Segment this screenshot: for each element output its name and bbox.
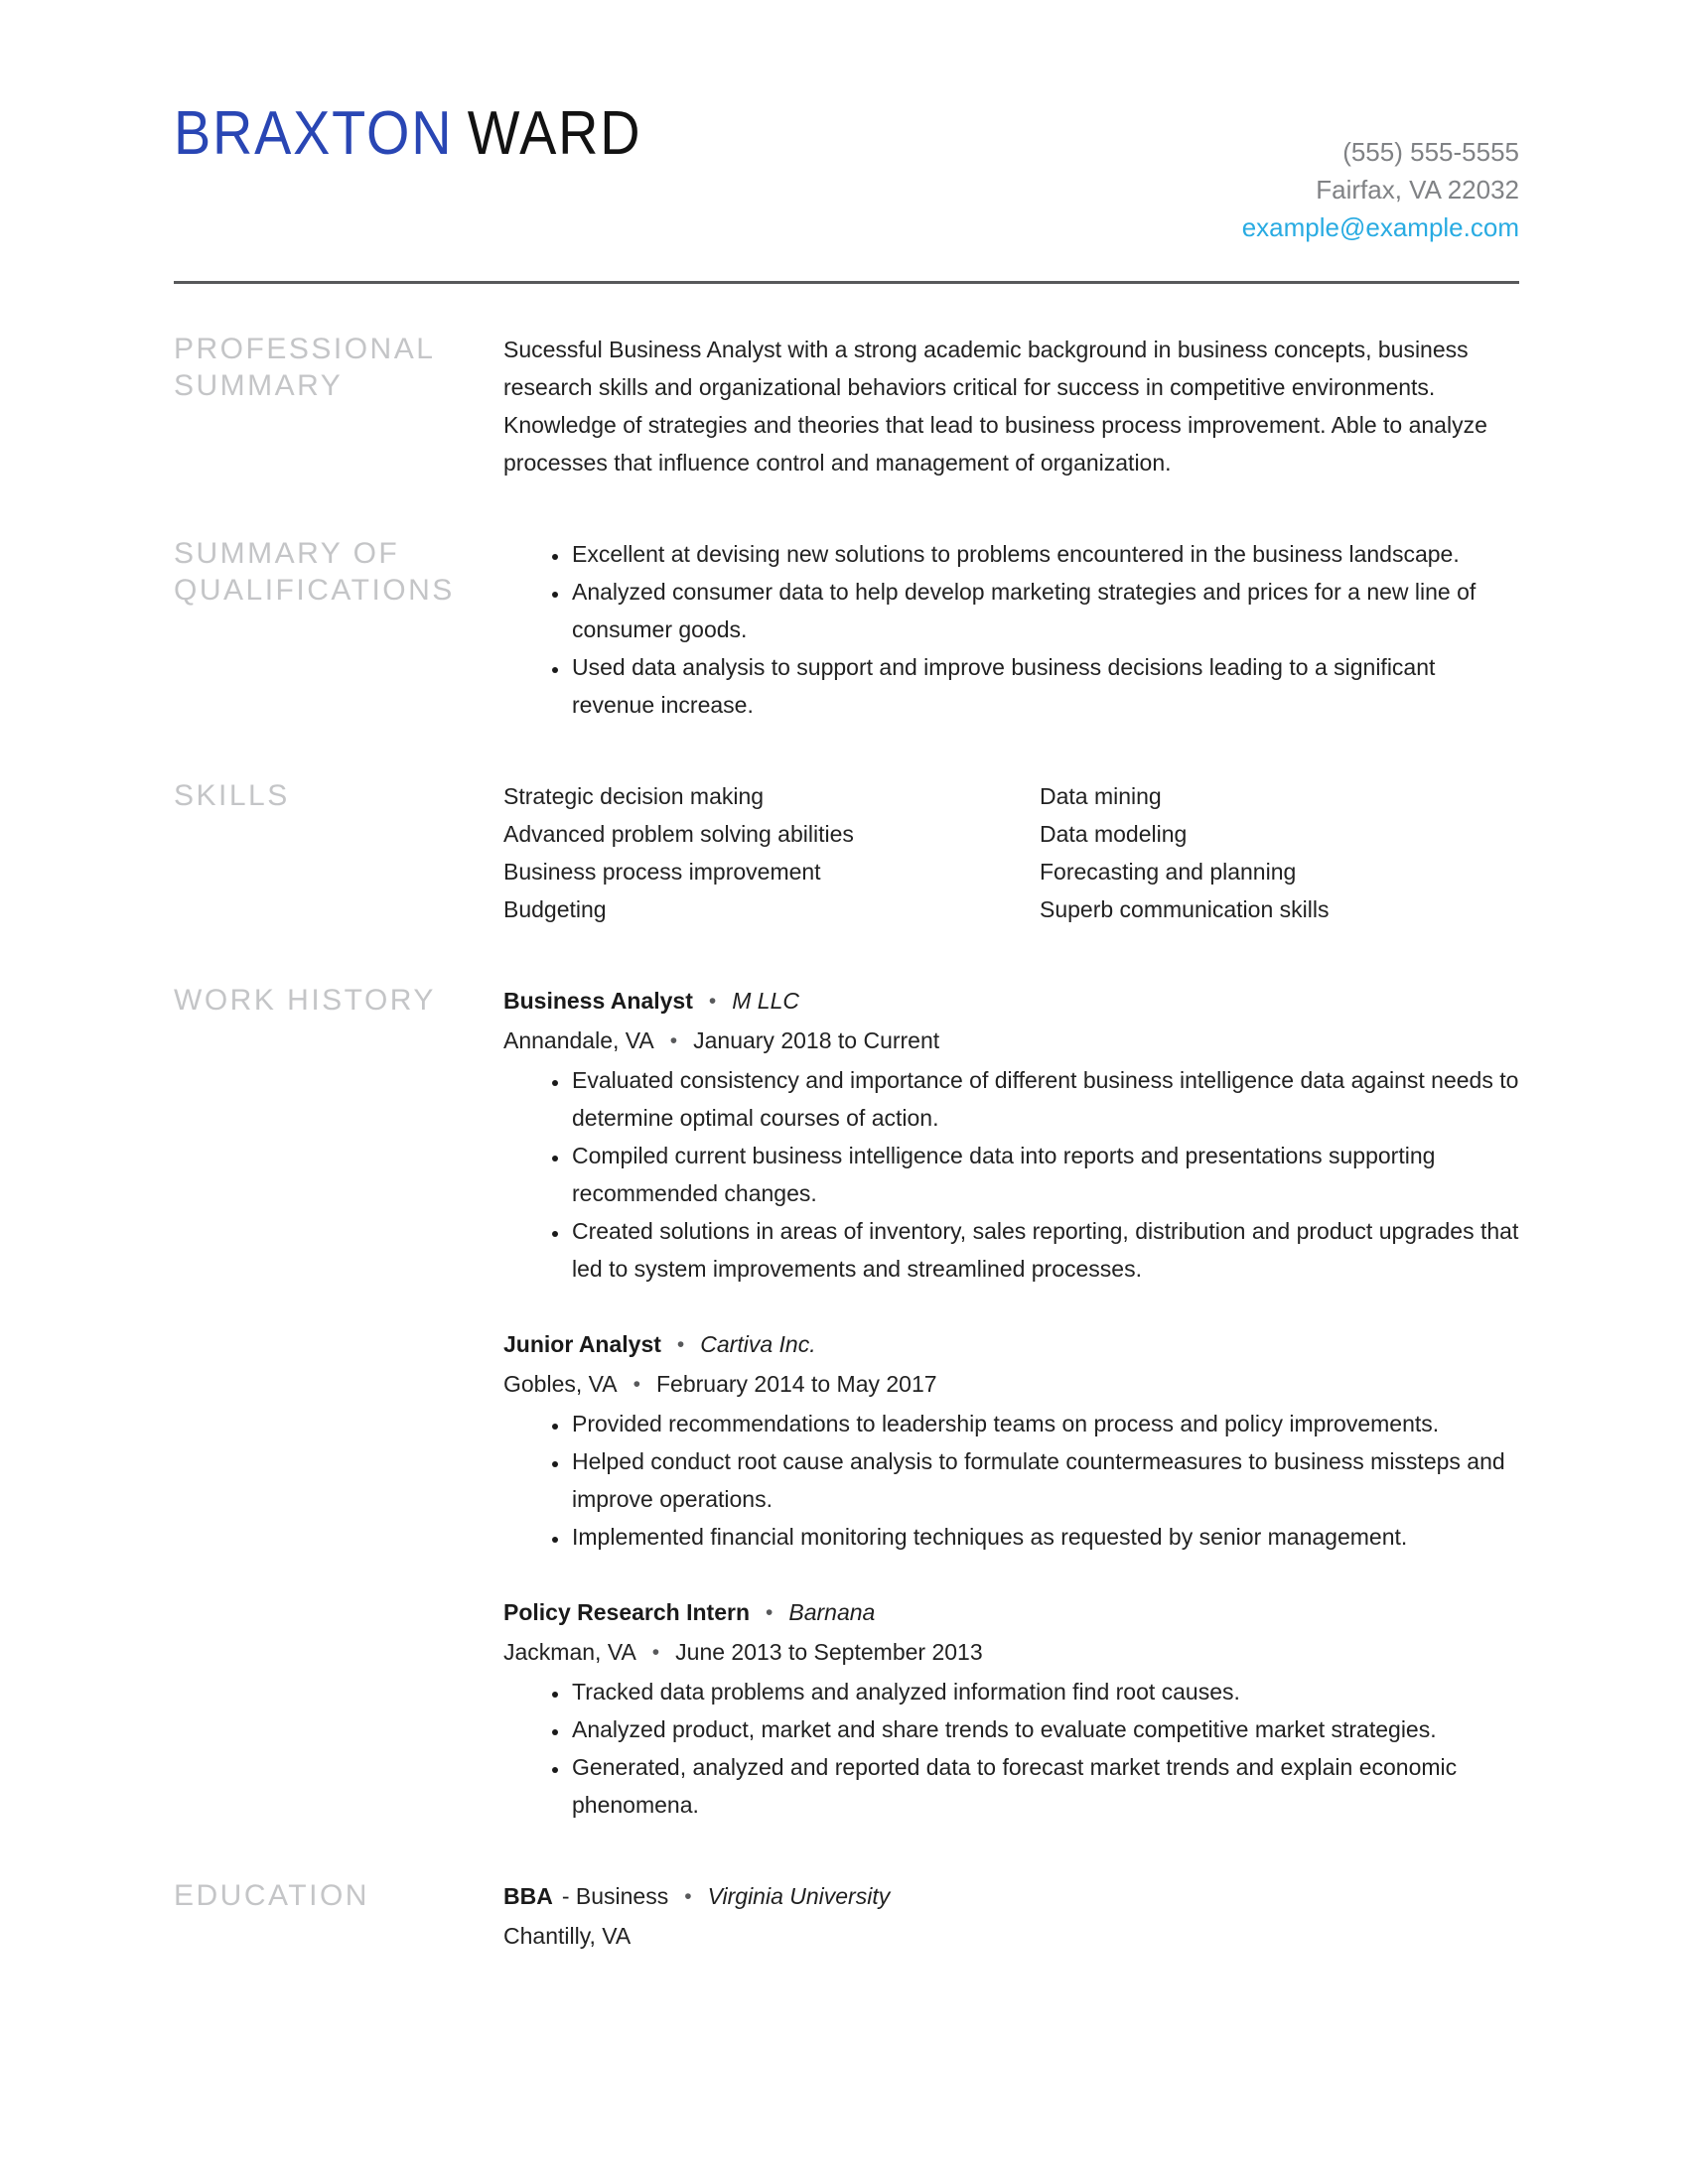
list-item: • Used data analysis to support and improve business decisions leading to a significant revenue increase. — [570, 648, 1519, 724]
skill-item: Superb communication skills — [1040, 896, 1330, 922]
list-item: • Provided recommendations to leadership teams on process and policy improvements. — [570, 1405, 1519, 1442]
skill-item: Business process improvement — [503, 859, 821, 885]
list-item: • Analyzed consumer data to help develop marketing strategies and prices for a new line of consumer goods. — [570, 573, 1519, 648]
header-divider — [174, 281, 1519, 284]
section-education — [174, 1877, 1519, 1955]
skill-item: Forecasting and planning — [1040, 859, 1297, 885]
dot-separator: • — [708, 990, 717, 1013]
skill-item: Data modeling — [1040, 821, 1188, 847]
professional-summary-text: Sucessful Business Analyst with a strong academic background in business concepts, business research skills and organizational behaviors critical for success in competitive environments. Knowledge of strategies and theories that lead to business process improvement. Able to analyze processes that influence control and management of organization. — [503, 337, 1487, 476]
dot-separator: • — [651, 1641, 660, 1664]
list-item: • Generated, analyzed and reported data to forecast market trends and explain economic phenomena. — [570, 1748, 1519, 1824]
section-qualifications — [174, 535, 1519, 724]
skill-item: Strategic decision making — [503, 783, 765, 809]
job-meta-line — [503, 1022, 1519, 1061]
header — [174, 99, 1519, 246]
job-dates: January 2018 to Current — [693, 1027, 940, 1053]
list-item: • Analyzed product, market and share trends to evaluate competitive market strategies. — [570, 1710, 1519, 1748]
contact-block — [1242, 133, 1519, 246]
list-item: • Tracked data problems and analyzed information find root causes. — [570, 1673, 1519, 1710]
job-title-line — [503, 1325, 1519, 1365]
section-work-history — [174, 982, 1519, 1824]
skills-column-2 — [1040, 777, 1519, 928]
skills-label: SKILLS — [174, 779, 290, 812]
qualifications-label: SUMMARY OF QUALIFICATIONS — [174, 537, 455, 607]
list-item: • Implemented financial monitoring techniques as requested by senior management. — [570, 1518, 1519, 1556]
job-title: Junior Analyst — [503, 1331, 661, 1357]
job-bullets — [503, 1405, 1519, 1556]
contact-phone: (555) 555-5555 — [1342, 137, 1519, 167]
job-company: Cartiva Inc. — [700, 1331, 816, 1357]
education-degree-line — [503, 1877, 1519, 1917]
skills-column-1 — [503, 777, 1040, 928]
skills-grid — [503, 777, 1519, 928]
education-label: EDUCATION — [174, 1879, 369, 1912]
education-school: Virginia University — [707, 1883, 891, 1909]
job-bullets — [503, 1061, 1519, 1288]
list-item: • Excellent at devising new solutions to problems encountered in the business landscape. — [570, 535, 1519, 573]
section-professional-summary — [174, 331, 1519, 481]
job-dates: June 2013 to September 2013 — [675, 1639, 983, 1665]
job-title: Policy Research Intern — [503, 1599, 750, 1625]
skill-item: Data mining — [1040, 783, 1162, 809]
job-entry — [503, 982, 1519, 1288]
dot-separator: • — [766, 1601, 774, 1624]
job-title-line — [503, 982, 1519, 1022]
skill-item: Advanced problem solving abilities — [503, 821, 854, 847]
job-entry — [503, 1593, 1519, 1824]
job-company: M LLC — [732, 988, 799, 1014]
job-location: Gobles, VA — [503, 1371, 618, 1397]
qualifications-list — [503, 535, 1519, 724]
section-skills — [174, 777, 1519, 928]
skill-item: Budgeting — [503, 896, 607, 922]
work-history-label: WORK HISTORY — [174, 984, 436, 1017]
job-company: Barnana — [788, 1599, 876, 1625]
dot-separator: • — [684, 1885, 692, 1908]
dot-separator: • — [633, 1373, 640, 1396]
page-title — [174, 99, 642, 168]
education-degree: BBA — [503, 1883, 553, 1909]
list-item: • Compiled current business intelligence data into reports and presentations supporting recommended changes. — [570, 1137, 1519, 1212]
dot-separator: • — [676, 1333, 685, 1356]
dot-separator: • — [669, 1029, 678, 1052]
contact-location: Fairfax, VA 22032 — [1316, 175, 1519, 205]
first-name: BRAXTON — [174, 99, 454, 168]
job-meta-line — [503, 1365, 1519, 1405]
job-title-line — [503, 1593, 1519, 1633]
job-title: Business Analyst — [503, 988, 693, 1014]
last-name: WARD — [467, 99, 642, 168]
education-location: Chantilly, VA — [503, 1923, 632, 1949]
list-item: • Evaluated consistency and importance of different business intelligence data against needs to determine optimal courses of action. — [570, 1061, 1519, 1137]
list-item: • Helped conduct root cause analysis to formulate countermeasures to business missteps and improve operations. — [570, 1442, 1519, 1518]
job-dates: February 2014 to May 2017 — [656, 1371, 937, 1397]
education-field: - Business — [561, 1883, 669, 1909]
list-item: • Created solutions in areas of inventory, sales reporting, distribution and product upgrades that led to system improvements and streamlined processes. — [570, 1212, 1519, 1288]
job-meta-line — [503, 1633, 1519, 1673]
job-bullets — [503, 1673, 1519, 1824]
job-location: Jackman, VA — [503, 1639, 636, 1665]
job-location: Annandale, VA — [503, 1027, 654, 1053]
contact-email-link[interactable]: example@example.com — [1241, 212, 1519, 242]
resume-body — [174, 331, 1519, 1955]
professional-summary-label: PROFESSIONAL SUMMARY — [174, 333, 435, 402]
job-entry — [503, 1325, 1519, 1556]
